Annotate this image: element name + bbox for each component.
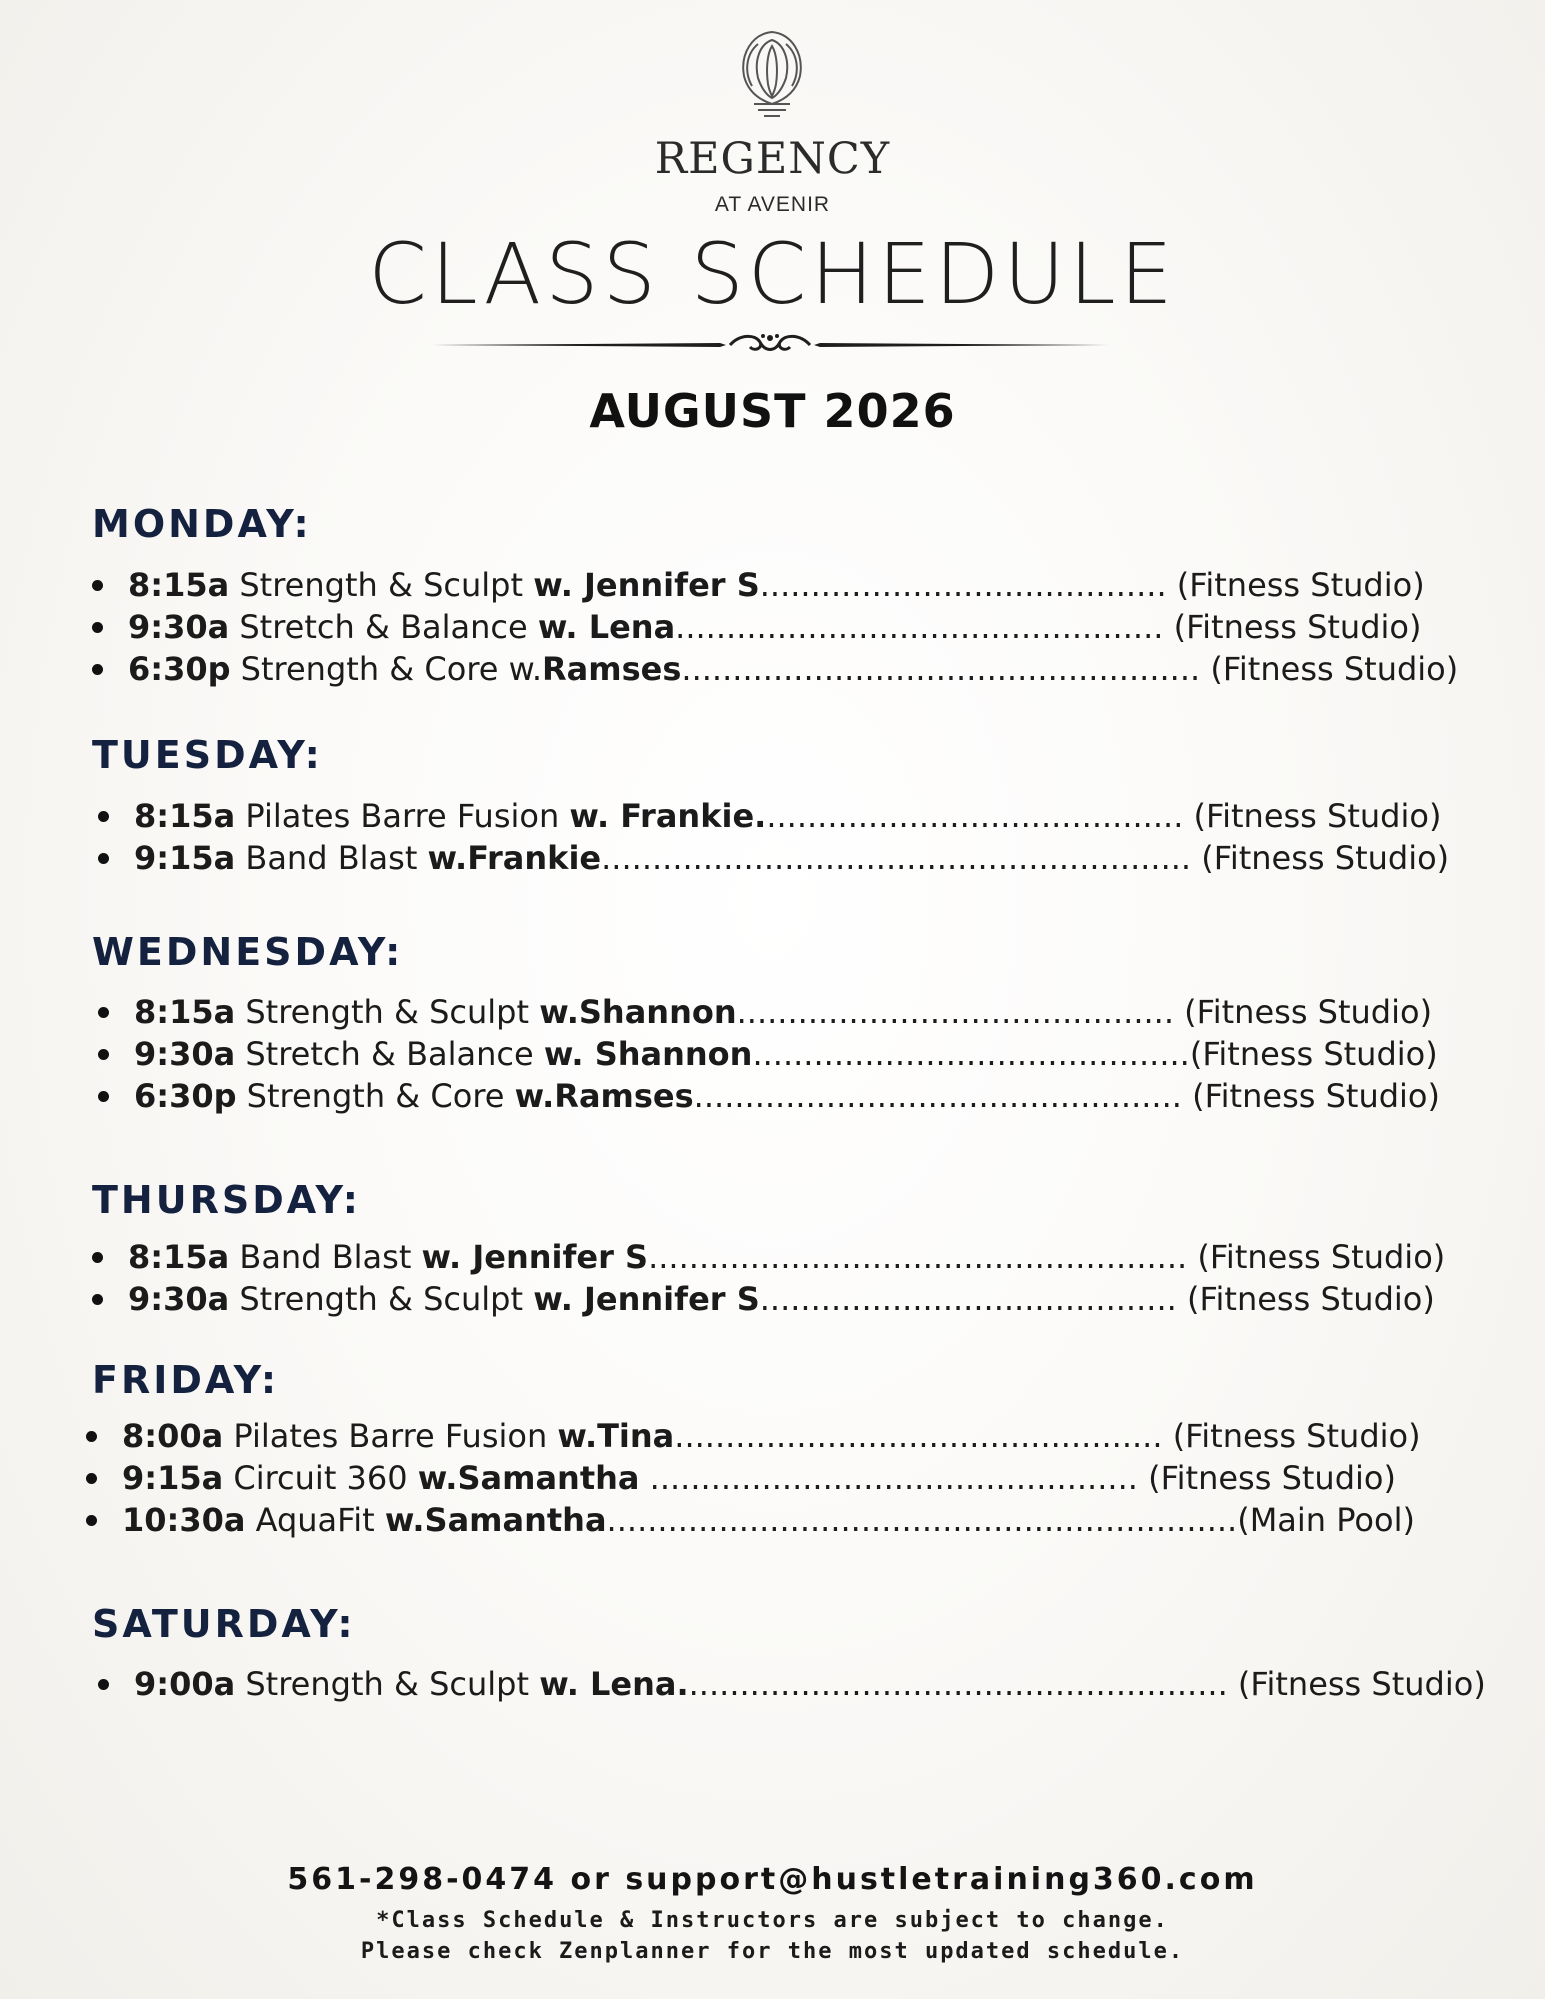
class-name: Strength & Sculpt xyxy=(229,1280,534,1318)
class-item xyxy=(98,795,1449,837)
class-instructor: w. Lena xyxy=(537,608,676,646)
class-location: (Fitness Studio) xyxy=(1197,1238,1446,1276)
class-item xyxy=(92,1278,1445,1320)
class-name: Circuit 360 xyxy=(223,1459,418,1497)
class-name: AquaFit xyxy=(245,1501,385,1539)
class-time: 6:30p xyxy=(128,650,231,688)
ornamental-divider xyxy=(430,330,1110,360)
class-instructor: w. Jennifer S xyxy=(421,1238,649,1276)
day-heading-friday: FRIDAY: xyxy=(92,1358,280,1402)
class-dots: ................................................ xyxy=(675,608,1174,646)
brand-subtitle: AT AVENIR xyxy=(714,193,831,216)
class-dots: ......................................... xyxy=(766,797,1194,835)
class-time: 8:00a xyxy=(122,1417,224,1455)
class-dots: ................................................ xyxy=(693,1077,1193,1115)
day-heading-saturday: SATURDAY: xyxy=(92,1602,356,1646)
class-item xyxy=(92,606,1458,648)
bullet-icon xyxy=(98,1049,109,1060)
bullet-icon xyxy=(98,853,109,864)
class-instructor: w.Tina xyxy=(557,1417,675,1455)
class-instructor: w. Frankie. xyxy=(569,797,767,835)
class-time: 9:00a xyxy=(134,1665,236,1703)
class-item xyxy=(92,564,1458,606)
class-location: (Fitness Studio) xyxy=(1193,797,1442,835)
class-dots: ..................................................... xyxy=(688,1665,1238,1703)
class-item xyxy=(98,1075,1440,1117)
class-time: 10:30a xyxy=(122,1501,246,1539)
class-location: (Fitness Studio) xyxy=(1210,650,1459,688)
class-location: (Fitness Studio) xyxy=(1192,1077,1440,1115)
shell-fan-icon xyxy=(722,24,822,124)
bullet-icon xyxy=(98,1007,109,1018)
monday-class-list xyxy=(92,564,1458,690)
class-name: Stretch & Balance xyxy=(235,1035,544,1073)
class-time: 9:30a xyxy=(128,608,230,646)
class-location: (Fitness Studio) xyxy=(1176,566,1425,604)
class-item xyxy=(86,1457,1421,1499)
class-location: (Fitness Studio) xyxy=(1148,1459,1396,1497)
class-instructor: w. Lena. xyxy=(539,1665,689,1703)
class-item xyxy=(98,1663,1486,1705)
class-item xyxy=(92,1236,1445,1278)
class-name: Strength & Core w. xyxy=(230,650,543,688)
bullet-icon xyxy=(86,1431,97,1442)
class-item xyxy=(92,648,1458,690)
class-location: (Fitness Studio) xyxy=(1172,1417,1421,1455)
day-heading-monday: MONDAY: xyxy=(92,502,312,546)
class-time: 9:15a xyxy=(134,839,236,877)
class-dots: ......................................... xyxy=(759,1280,1187,1318)
friday-class-list xyxy=(86,1415,1421,1541)
brand-name: REGENCY xyxy=(654,134,891,184)
class-item xyxy=(98,837,1449,879)
class-instructor: w.Samantha xyxy=(384,1501,607,1539)
class-instructor: w.Samantha xyxy=(417,1459,640,1497)
bullet-icon xyxy=(98,1679,109,1690)
class-location: (Fitness Studio) xyxy=(1237,1665,1486,1703)
class-instructor: w. Jennifer S xyxy=(533,1280,760,1318)
bullet-icon xyxy=(92,1294,103,1305)
bullet-icon xyxy=(98,811,109,822)
disclaimer-line-1: *Class Schedule & Instructors are subject to change. xyxy=(376,1908,1169,1933)
saturday-class-list xyxy=(98,1663,1486,1705)
disclaimer-line-2: Please check Zenplanner for the most updated schedule. xyxy=(360,1939,1185,1964)
class-item xyxy=(86,1415,1421,1457)
wednesday-class-list xyxy=(98,991,1440,1117)
class-time: 8:15a xyxy=(128,1238,230,1276)
class-time: 9:30a xyxy=(134,1035,236,1073)
class-instructor: w.Shannon xyxy=(539,993,737,1031)
class-time: 9:15a xyxy=(122,1459,224,1497)
day-heading-thursday: THURSDAY: xyxy=(92,1178,361,1222)
class-location: (Fitness Studio) xyxy=(1186,1280,1435,1318)
class-dots: ................................................ xyxy=(649,1459,1149,1497)
class-dots: ........................................... xyxy=(736,993,1185,1031)
class-dots: .......................................................... xyxy=(601,839,1202,877)
page-title: CLASS SCHEDULE xyxy=(368,225,1177,323)
class-time: 6:30p xyxy=(134,1077,237,1115)
thursday-class-list xyxy=(92,1236,1445,1320)
bullet-icon xyxy=(92,580,103,591)
class-time: 9:30a xyxy=(128,1280,230,1318)
class-name: Band Blast xyxy=(229,1238,422,1276)
class-dots: ........................................ xyxy=(759,566,1177,604)
day-heading-tuesday: TUESDAY: xyxy=(92,733,323,777)
class-name: Band Blast xyxy=(235,839,428,877)
class-location: (Main Pool) xyxy=(1237,1501,1415,1539)
class-dots: ..................................................... xyxy=(648,1238,1198,1276)
class-location: (Fitness Studio) xyxy=(1173,608,1422,646)
class-time: 8:15a xyxy=(134,993,236,1031)
bullet-icon xyxy=(92,622,103,633)
class-instructor: Ramses xyxy=(542,650,682,688)
schedule-month: AUGUST 2026 xyxy=(589,384,956,438)
class-instructor: w. Shannon xyxy=(543,1035,753,1073)
class-dots: ................................................ xyxy=(674,1417,1173,1455)
contact-info: 561-298-0474 or support@hustletraining360.com xyxy=(287,1862,1258,1897)
class-name: Strength & Sculpt xyxy=(229,566,534,604)
tuesday-class-list xyxy=(98,795,1449,879)
class-time: 8:15a xyxy=(128,566,230,604)
class-name: Pilates Barre Fusion xyxy=(235,797,570,835)
class-location: (Fitness Studio) xyxy=(1184,993,1433,1031)
class-dots: ........................................... xyxy=(752,1035,1190,1073)
class-item xyxy=(86,1499,1421,1541)
bullet-icon xyxy=(98,1091,109,1102)
class-item xyxy=(98,991,1440,1033)
class-spacer xyxy=(639,1459,649,1497)
class-dots: .............................................................. xyxy=(606,1501,1238,1539)
class-instructor: w.Ramses xyxy=(514,1077,694,1115)
class-location: (Fitness Studio) xyxy=(1189,1035,1438,1073)
class-location: (Fitness Studio) xyxy=(1201,839,1450,877)
class-name: Stretch & Balance xyxy=(229,608,538,646)
class-name: Strength & Sculpt xyxy=(235,1665,540,1703)
bullet-icon xyxy=(92,664,103,675)
class-instructor: w. Jennifer S xyxy=(533,566,760,604)
class-name: Pilates Barre Fusion xyxy=(223,1417,558,1455)
bullet-icon xyxy=(86,1515,97,1526)
class-name: Strength & Core xyxy=(236,1077,515,1115)
class-time: 8:15a xyxy=(134,797,236,835)
class-instructor: w.Frankie xyxy=(427,839,602,877)
class-dots: ................................................... xyxy=(681,650,1211,688)
class-name: Strength & Sculpt xyxy=(235,993,540,1031)
bullet-icon xyxy=(92,1252,103,1263)
day-heading-wednesday: WEDNESDAY: xyxy=(92,930,404,974)
class-item xyxy=(98,1033,1440,1075)
bullet-icon xyxy=(86,1473,97,1484)
